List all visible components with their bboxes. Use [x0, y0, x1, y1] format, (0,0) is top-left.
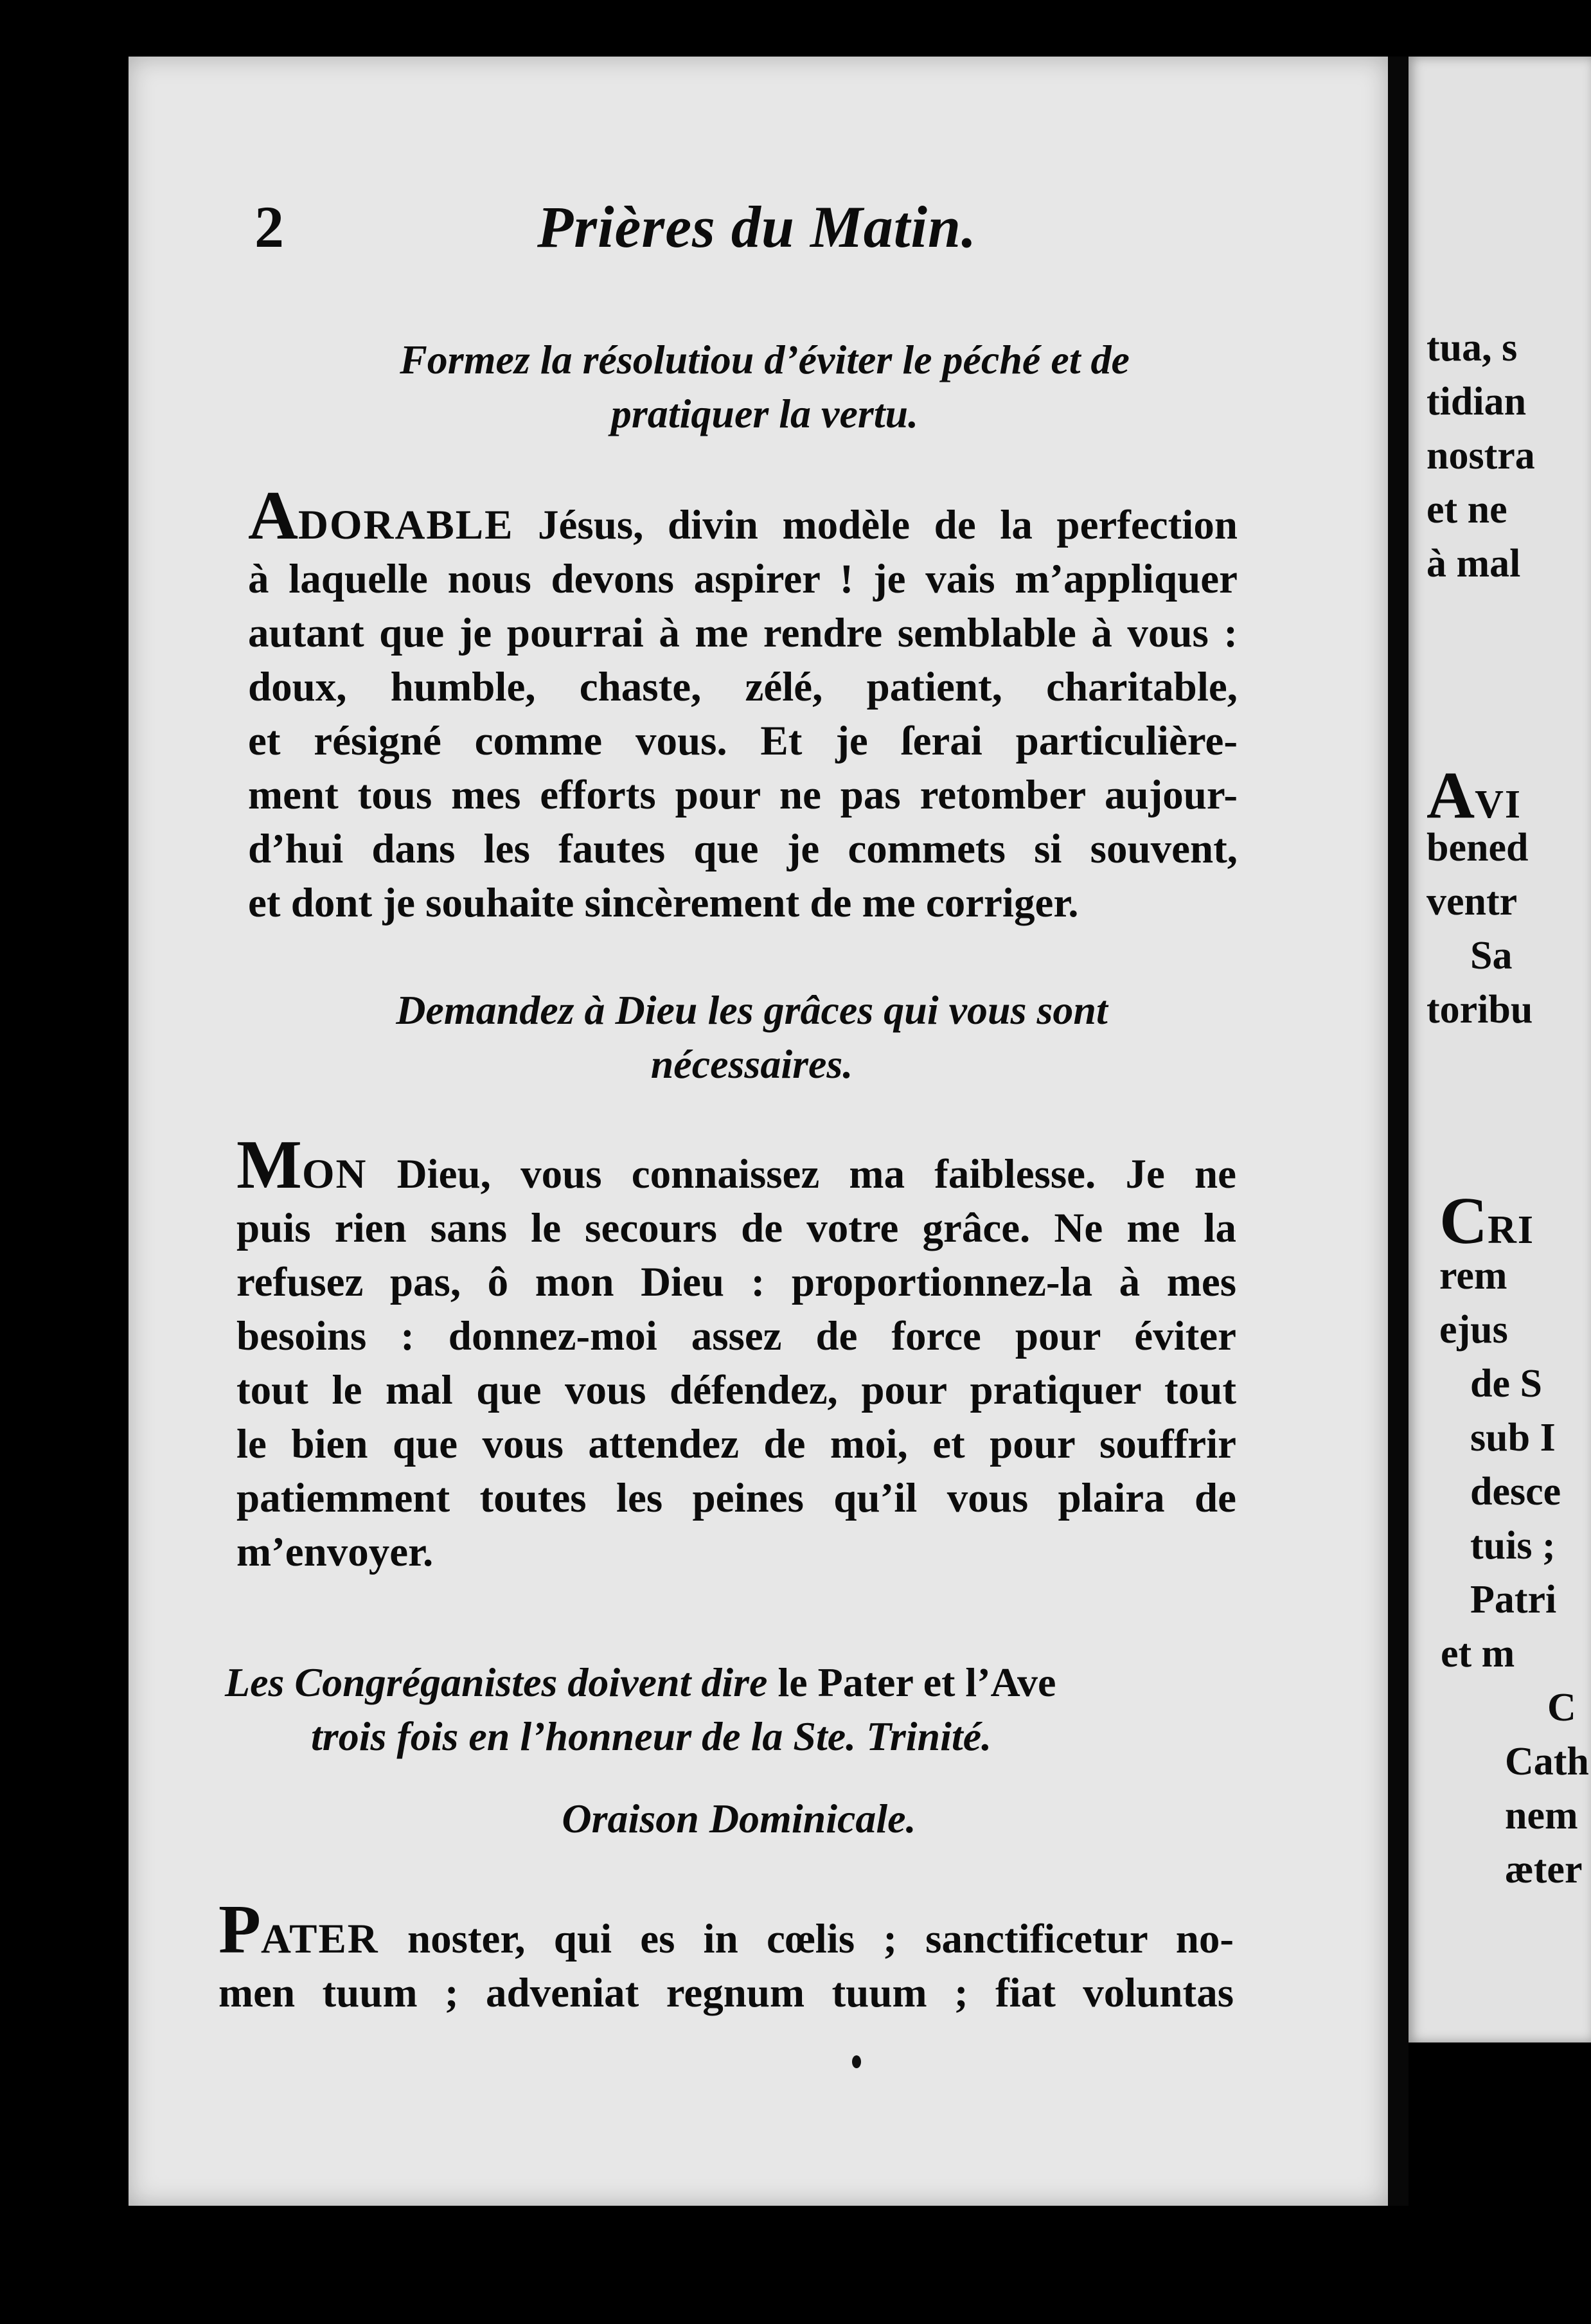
small-caps-word: ATER — [260, 1916, 379, 1962]
paragraph-line: refusez pas, ô mon Dieu : proportionnez-la à mes — [236, 1259, 1236, 1305]
right-line: sub I — [1470, 1416, 1556, 1460]
paragraph-line: patiemment toutes les peines qu’il vous plaira de — [236, 1475, 1236, 1521]
ink-speck — [852, 2055, 861, 2068]
line-text: Dieu, vous connaissez ma faiblesse. Je ne — [367, 1151, 1236, 1197]
right-line: ventr — [1427, 880, 1518, 924]
small-caps-word: RI — [1488, 1208, 1535, 1252]
paragraph-line — [248, 478, 1238, 554]
left-page — [129, 57, 1388, 2206]
right-line: desce — [1470, 1470, 1561, 1514]
right-line: à mal — [1427, 542, 1521, 585]
rubric-resolution — [308, 333, 1221, 441]
rubric-roman: le Pater et l’Ave — [767, 1659, 1056, 1705]
right-line: toribu — [1427, 988, 1533, 1032]
drop-cap: M — [236, 1127, 302, 1203]
rubric-line: nécessaires. — [650, 1041, 853, 1087]
paragraph-line: et résigné comme vous. Et je ſerai particulière- — [248, 718, 1238, 764]
rubric-line: pratiquer la vertu. — [610, 391, 919, 436]
paragraph-line: m’envoyer. — [236, 1529, 434, 1575]
paragraph-line: le bien que vous attendez de moi, et pour souffrir — [236, 1421, 1236, 1467]
running-title: Prières du Matin. — [537, 194, 977, 260]
right-line: et m — [1441, 1632, 1515, 1676]
small-caps-word: DORABLE — [298, 502, 514, 548]
right-line — [1427, 757, 1522, 834]
paragraph-line: autant que je pourrai à me rendre semblable à vous : — [248, 610, 1238, 656]
right-line — [1439, 1183, 1534, 1259]
paragraph-line: ment tous mes efforts pour ne pas retomber aujour- — [248, 772, 1238, 818]
page-number: 2 — [254, 194, 284, 260]
drop-cap: P — [218, 1891, 261, 1968]
right-line: et ne — [1427, 488, 1507, 532]
paragraph-mon-dieu — [236, 1127, 1236, 1579]
rubric-line: Demandez à Dieu les grâces qui vous sont — [396, 987, 1108, 1033]
paragraph-line: d’hui dans les fautes que je commets si souvent, — [248, 826, 1238, 872]
paragraph-line: à laquelle nous devons aspirer ! je vais m’appliquer — [248, 556, 1238, 602]
paragraph-pater — [218, 1891, 1234, 2020]
paragraph-line: puis rien sans le secours de votre grâce. Ne me la — [236, 1205, 1236, 1251]
line-text: Jésus, divin modèle de la perfection — [513, 502, 1238, 548]
right-line: Sa — [1470, 934, 1513, 978]
small-caps-word: VI — [1475, 783, 1522, 827]
right-line: æter — [1505, 1848, 1583, 1891]
rubric-graces — [283, 983, 1221, 1091]
right-line: tuis ; — [1470, 1524, 1556, 1568]
right-line: Patri — [1470, 1578, 1557, 1622]
rubric-italic: Les Congréganistes doivent dire — [225, 1659, 768, 1705]
right-line: de S — [1470, 1362, 1542, 1406]
right-line: nem — [1505, 1794, 1578, 1837]
right-line: tidian — [1427, 380, 1527, 424]
paragraph-line — [236, 1127, 1236, 1203]
right-line: C — [1547, 1686, 1576, 1730]
right-line: tua, s — [1427, 326, 1518, 370]
right-line: nostra — [1427, 434, 1535, 478]
right-line: ejus — [1439, 1308, 1508, 1352]
paragraph-line: besoins : donnez-moi assez de force pour éviter — [236, 1313, 1236, 1359]
paragraph-line: tout le mal que vous défendez, pour pratiquer tout — [236, 1367, 1236, 1413]
drop-cap: C — [1439, 1184, 1488, 1258]
rubric-line: Formez la résolutiou d’éviter le péché et de — [400, 337, 1130, 382]
paragraph-line: doux, humble, chaste, zélé, patient, charitable, — [248, 664, 1238, 710]
drop-cap: A — [1427, 758, 1475, 832]
paragraph-line — [218, 1891, 1234, 1968]
paragraph-line: men tuum ; adveniat regnum tuum ; fiat voluntas — [218, 1970, 1234, 2016]
paragraph-line: et dont je souhaite sincèrement de me corriger. — [248, 880, 1079, 926]
rubric-line — [225, 1656, 1227, 1710]
drop-cap: A — [248, 478, 298, 554]
paragraph-adorable — [248, 478, 1238, 930]
right-line: Cath — [1505, 1740, 1589, 1783]
book-gutter — [1388, 57, 1409, 2206]
right-line: rem — [1439, 1254, 1507, 1298]
rubric-line: trois fois en l’honneur de la Ste. Trinité. — [311, 1713, 992, 1759]
right-page-edge — [1409, 57, 1591, 2042]
line-text: noster, qui es in cœlis ; sanctificetur no- — [378, 1916, 1234, 1962]
rubric-congreganistes — [225, 1656, 1227, 1764]
right-line: bened — [1427, 826, 1529, 870]
heading-oraison-dominicale: Oraison Dominicale. — [562, 1796, 916, 1841]
small-caps-word: ON — [301, 1151, 368, 1197]
